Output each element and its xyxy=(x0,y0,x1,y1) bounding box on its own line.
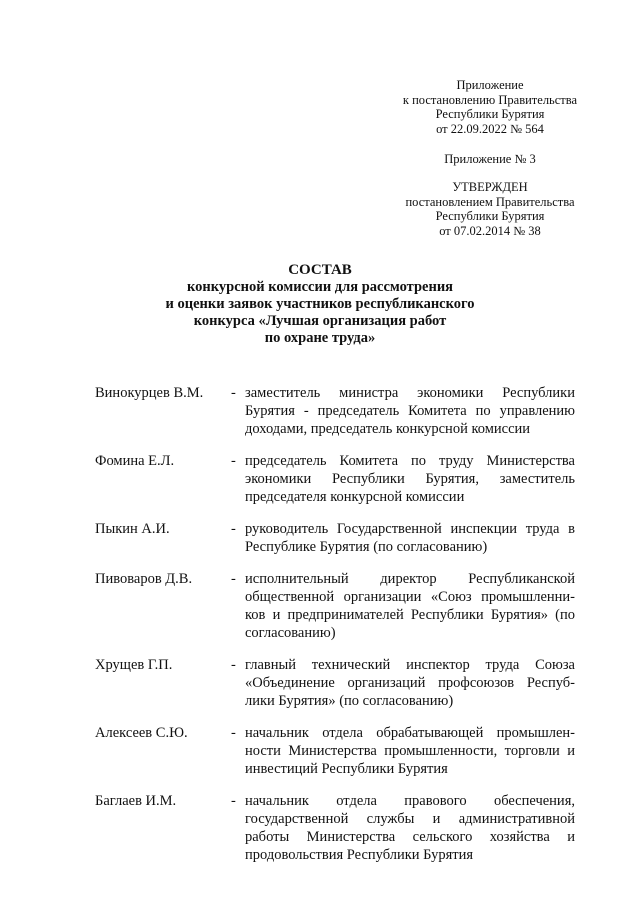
position-line: Республике Бурятия (по согласованию) xyxy=(245,539,488,555)
member-position xyxy=(245,792,575,864)
member-name: Хрущев Г.П. xyxy=(95,657,173,673)
member-row xyxy=(95,384,585,438)
member-dash: - xyxy=(231,453,236,469)
position-line: начальник отдела правового обеспечения, xyxy=(245,793,575,809)
member-dash: - xyxy=(231,521,236,537)
appendix-line: Республики Бурятия xyxy=(435,107,545,121)
member-dash: - xyxy=(231,385,236,401)
title-line: по охране труда» xyxy=(264,330,376,346)
member-row xyxy=(95,452,585,506)
appendix-line: от 22.09.2022 № 564 xyxy=(436,121,544,136)
position-line: заместитель министра экономики Республики xyxy=(245,385,575,401)
title-line: конкурсной комиссии для рассмотрения xyxy=(186,279,454,295)
position-line: руководитель Государственной инспекции труда в xyxy=(245,521,575,537)
approved-line: Республики Бурятия xyxy=(435,209,545,223)
position-line: председателя конкурсной комиссии xyxy=(245,489,465,505)
appendix-line: к постановлению Правительства xyxy=(402,92,578,107)
position-line: исполнительный директор Республиканской xyxy=(245,571,575,587)
position-line: главный технический инспектор труда Союза xyxy=(245,657,575,673)
position-line: ков и предпринимателей Республики Бурятия» (по xyxy=(245,607,575,623)
position-line: «Объединение организаций профсоюзов Респуб- xyxy=(245,675,575,691)
position-line: государственной службы и административной xyxy=(245,811,575,827)
title-line: и оценки заявок участников республиканского xyxy=(165,296,475,312)
approved-line: УТВЕРЖДЕН xyxy=(452,180,528,194)
member-position xyxy=(245,452,575,506)
member-row xyxy=(95,570,585,642)
position-line: инвестиций Республики Бурятия xyxy=(245,761,448,777)
member-position xyxy=(245,656,575,710)
member-name: Баглаев И.М. xyxy=(95,793,177,809)
title-line: конкурса «Лучшая организация работ xyxy=(193,313,447,329)
position-line: продовольствия Республики Бурятия xyxy=(245,847,474,863)
member-dash: - xyxy=(231,793,236,809)
commission-members-list xyxy=(95,384,585,864)
position-line: Бурятия - председатель Комитета по управлению xyxy=(245,403,575,419)
member-name: Пивоваров Д.В. xyxy=(95,571,193,587)
member-dash: - xyxy=(231,657,236,673)
member-row xyxy=(95,792,585,864)
member-position xyxy=(245,520,575,556)
approved-line: постановлением Правительства xyxy=(405,194,575,209)
appendix-block xyxy=(380,78,600,136)
member-name: Винокурцев В.М. xyxy=(95,385,204,401)
member-name: Фомина Е.Л. xyxy=(95,453,175,469)
title-heading: СОСТАВ xyxy=(288,262,352,278)
position-line: работы Министерства сельского хозяйства и xyxy=(245,829,575,845)
member-position xyxy=(245,384,575,438)
position-line: председатель Комитета по труду Министерства xyxy=(245,453,575,469)
member-row xyxy=(95,724,585,778)
member-row xyxy=(95,520,585,556)
member-dash: - xyxy=(231,725,236,741)
appendix-number-block xyxy=(380,152,600,167)
appendix-line: Приложение xyxy=(456,78,524,92)
position-line: экономики Республики Бурятия, заместитель xyxy=(245,471,575,487)
approved-line: от 07.02.2014 № 38 xyxy=(439,223,541,238)
member-dash: - xyxy=(231,571,236,587)
appendix-number: Приложение № 3 xyxy=(444,152,536,166)
member-name: Алексеев С.Ю. xyxy=(95,725,188,741)
member-row xyxy=(95,656,585,710)
position-line: согласованию) xyxy=(245,625,336,641)
approved-block xyxy=(380,180,600,238)
position-line: общественной организации «Союз промышленни- xyxy=(245,589,575,605)
position-line: лики Бурятия» (по согласованию) xyxy=(245,693,454,709)
document-title xyxy=(0,262,640,347)
member-name: Пыкин А.И. xyxy=(95,521,170,537)
position-line: ности Министерства промышленности, торговли и xyxy=(245,743,575,759)
member-position xyxy=(245,724,575,778)
member-position xyxy=(245,570,575,642)
position-line: доходами, председатель конкурсной комиссии xyxy=(245,421,531,437)
position-line: начальник отдела обрабатывающей промышлен- xyxy=(245,725,575,741)
